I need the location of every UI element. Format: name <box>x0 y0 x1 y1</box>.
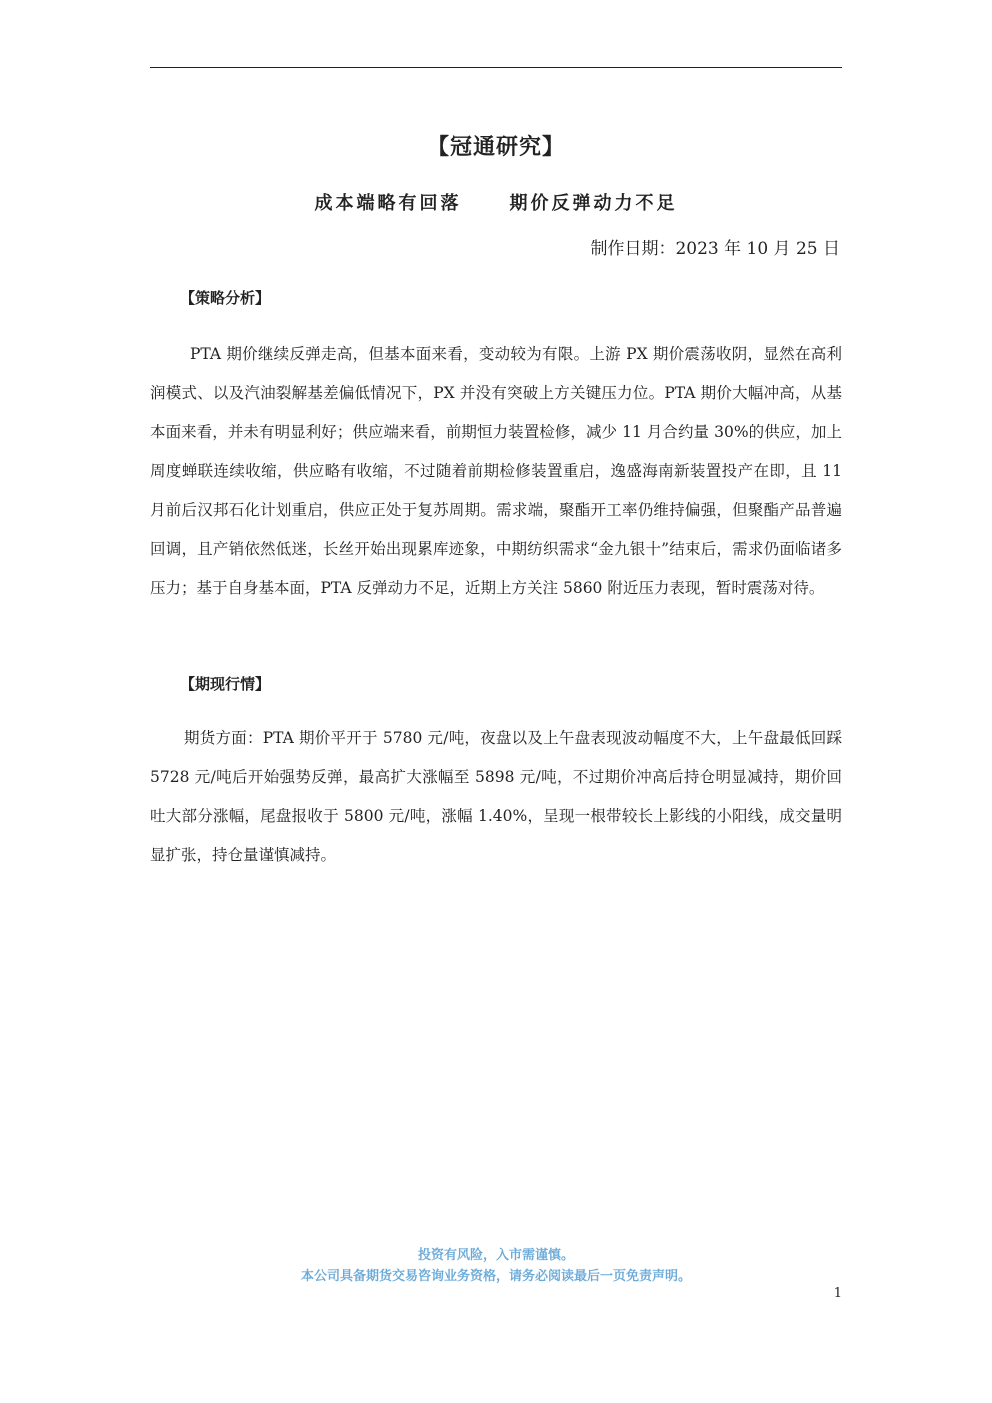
risk-warning: 投资有风险，入市需谨慎。 <box>417 1248 574 1263</box>
market-heading: 【期现行情】 <box>180 675 271 693</box>
title-left: 成本端略有回落 <box>314 193 462 214</box>
title-right: 期价反弹动力不足 <box>509 193 678 214</box>
strategy-paragraph: PTA 期价继续反弹走高，但基本面来看，变动较为有限。上游 PX 期价震荡收阴，显然在高利润模式、以及汽油裂解基差偏低情况下，PX 并没有突破上方关键压力位。PTA 期价大幅冲高，从基本面来看，并未有明显利好；供应端来看，前期恒力装置检修，减少 11 月合约量 30%的供应，加上周度蝉联连续收缩，供应略有收缩，不过随着前期检修装置重启，逸盛海南新装置投产在即，且 11 月前后汉邦石化计划重启，供应正处于复苏周期。需求端，聚酯开工率仍维持偏强，但聚酯产品普遍回调，且产销依然低迷，长丝开始出现累库迹象，中期纺织需求“金九银十”结束后，需求仍面临诸多压力；基于自身基本面，PTA 反弹动力不足，近期上方关注 5860 附近压力表现，暂时震荡对待。 <box>150 345 842 597</box>
disclaimer-notice: 本公司具备期货交易咨询业务资格，请务必阅读最后一页免责声明。 <box>300 1269 691 1284</box>
header-rule <box>150 67 842 68</box>
strategy-heading: 【策略分析】 <box>180 289 271 307</box>
brand-heading: 【冠通研究】 <box>426 134 565 160</box>
market-paragraph: 期货方面：PTA 期价平开于 5780 元/吨，夜盘以及上午盘表现波动幅度不大，上午盘最低回踩 5728 元/吨后开始强势反弹，最高扩大涨幅至 5898 元/吨，不过期价冲高后持仓明显减持，期价回吐大部分涨幅，尾盘报收于 5800 元/吨，涨幅 1.40%，呈现一根带较长上影线的小阳线，成交量明显扩张，持仓量谨慎减持。 <box>150 729 842 864</box>
report-title <box>0 189 992 215</box>
report-date: 制作日期：2023 年 10 月 25 日 <box>590 239 840 259</box>
page-number: 1 <box>833 1286 842 1301</box>
